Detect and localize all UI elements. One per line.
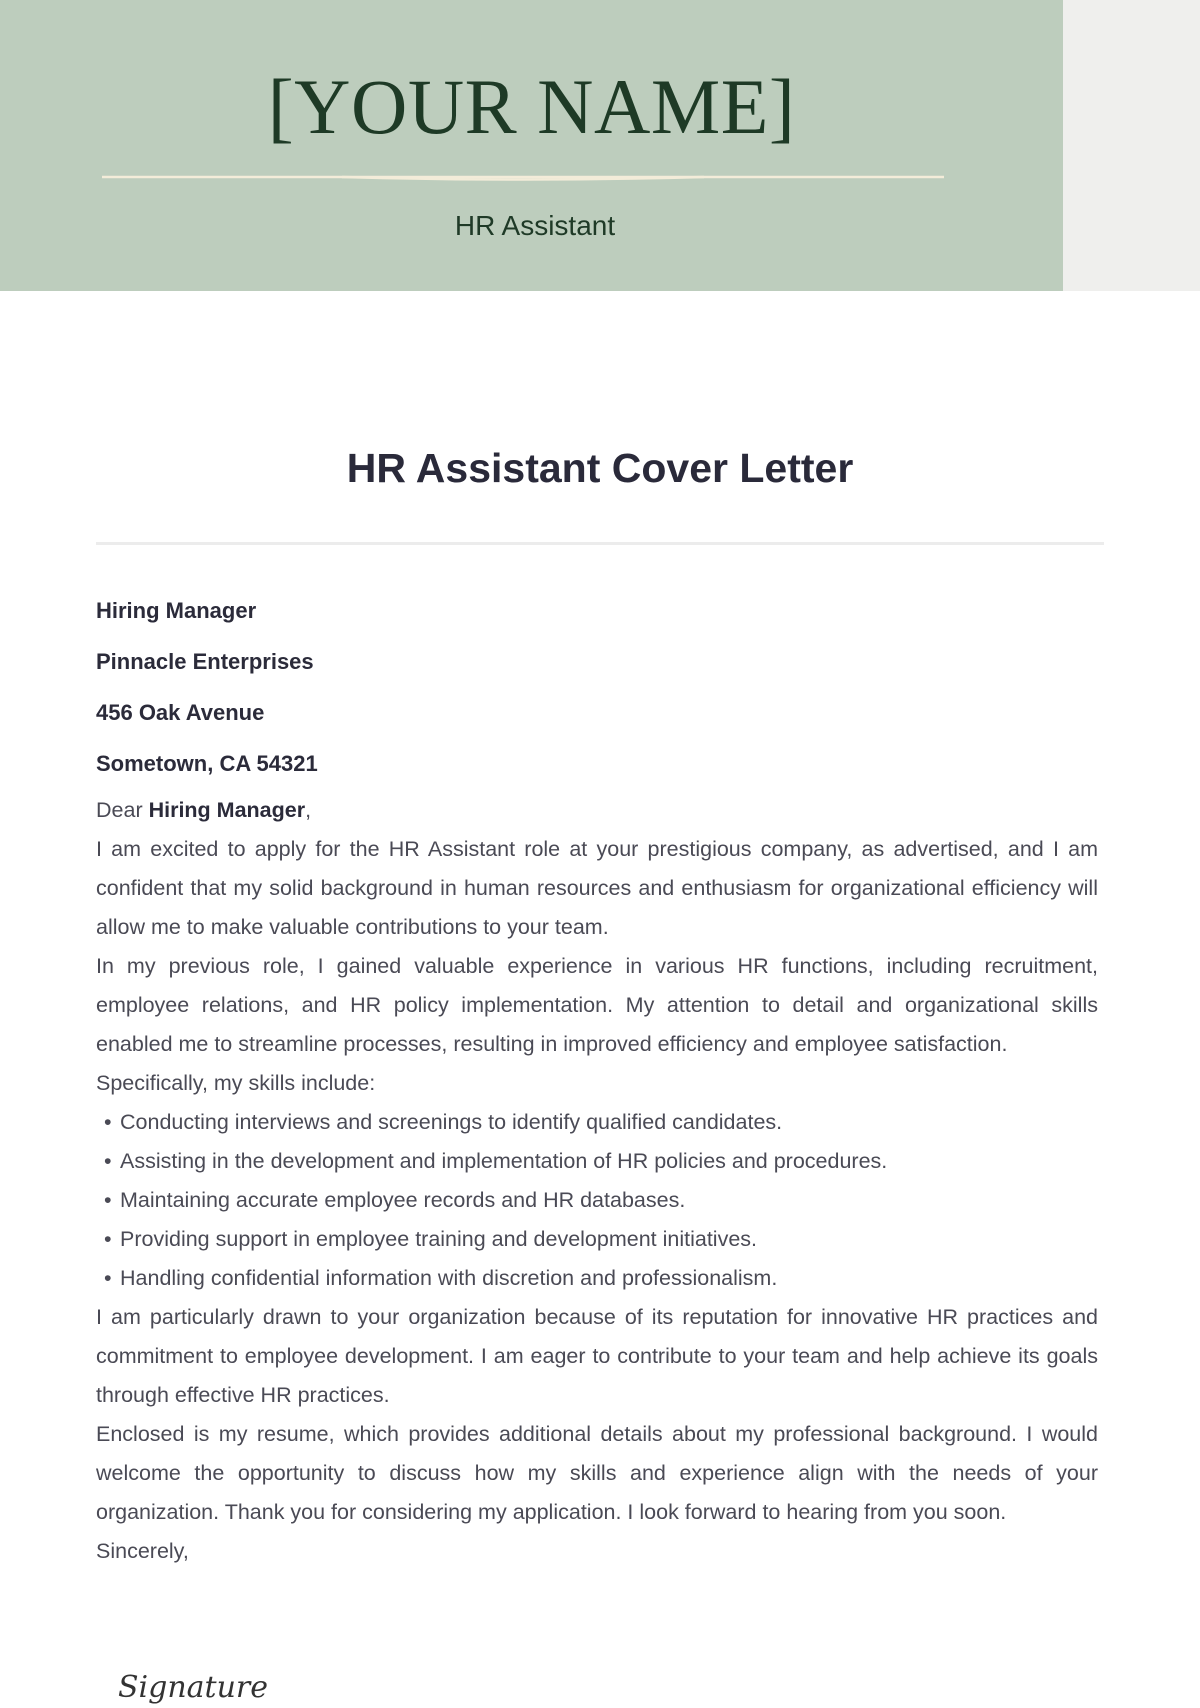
title-divider [96,542,1104,545]
skill-item: • Providing support in employee training and development initiatives. [96,1220,1098,1259]
paragraph-intro: I am excited to apply for the HR Assistant role at your prestigious company, as advertised, and I am confident that my solid background in human resources and enthusiasm for organizational efficiency will allow me to make valuable contributions to your team. [96,837,1098,939]
recipient-name: Hiring Manager [96,598,257,623]
document-title: HR Assistant Cover Letter [346,445,854,491]
paragraph-motivation: I am particularly drawn to your organization because of its reputation for innovative HR practices and commitment to employee development. I am eager to contribute to your team and help achieve its goals through effective HR practices. [96,1305,1098,1407]
header-side-panel [1063,0,1200,291]
recipient-street: 456 Oak Avenue [96,700,265,725]
recipient-city: Sometown, CA 54321 [96,751,318,776]
skill-item: • Maintaining accurate employee records and HR databases. [96,1181,1098,1220]
paragraph-experience: In my previous role, I gained valuable experience in various HR functions, including recruitment, employee relations, and HR policy implementation. My attention to detail and organizational skills enabled me to streamline processes, resulting in improved efficiency and employee satisfaction. [96,954,1098,1056]
applicant-name: [YOUR NAME] [267,63,796,150]
recipient-address [96,596,318,800]
signature-text: Signature [118,1670,269,1705]
skills-list [96,1103,1098,1298]
skill-item: • Conducting interviews and screenings to identify qualified candidates. [96,1103,1098,1142]
skills-intro: Specifically, my skills include: [96,1071,376,1095]
recipient-company: Pinnacle Enterprises [96,649,314,674]
signature [118,1668,278,1708]
job-title: HR Assistant [454,210,616,241]
salutation-name: Hiring Manager [148,798,306,822]
header-divider [102,175,944,181]
salutation-suffix: , [305,798,312,822]
skill-item: • Handling confidential information with discretion and professionalism. [96,1259,1098,1298]
skill-item: • Assisting in the development and implementation of HR policies and procedures. [96,1142,1098,1181]
paragraph-closing: Enclosed is my resume, which provides additional details about my professional background. I would welcome the opportunity to discuss how my skills and experience align with the needs of your organization. Thank you for considering my application. I look forward to hearing from you soon. [96,1422,1098,1524]
letter-body [96,791,1098,1571]
closing: Sincerely, [96,1539,189,1563]
salutation-prefix: Dear [96,798,149,822]
salutation [96,791,1098,830]
